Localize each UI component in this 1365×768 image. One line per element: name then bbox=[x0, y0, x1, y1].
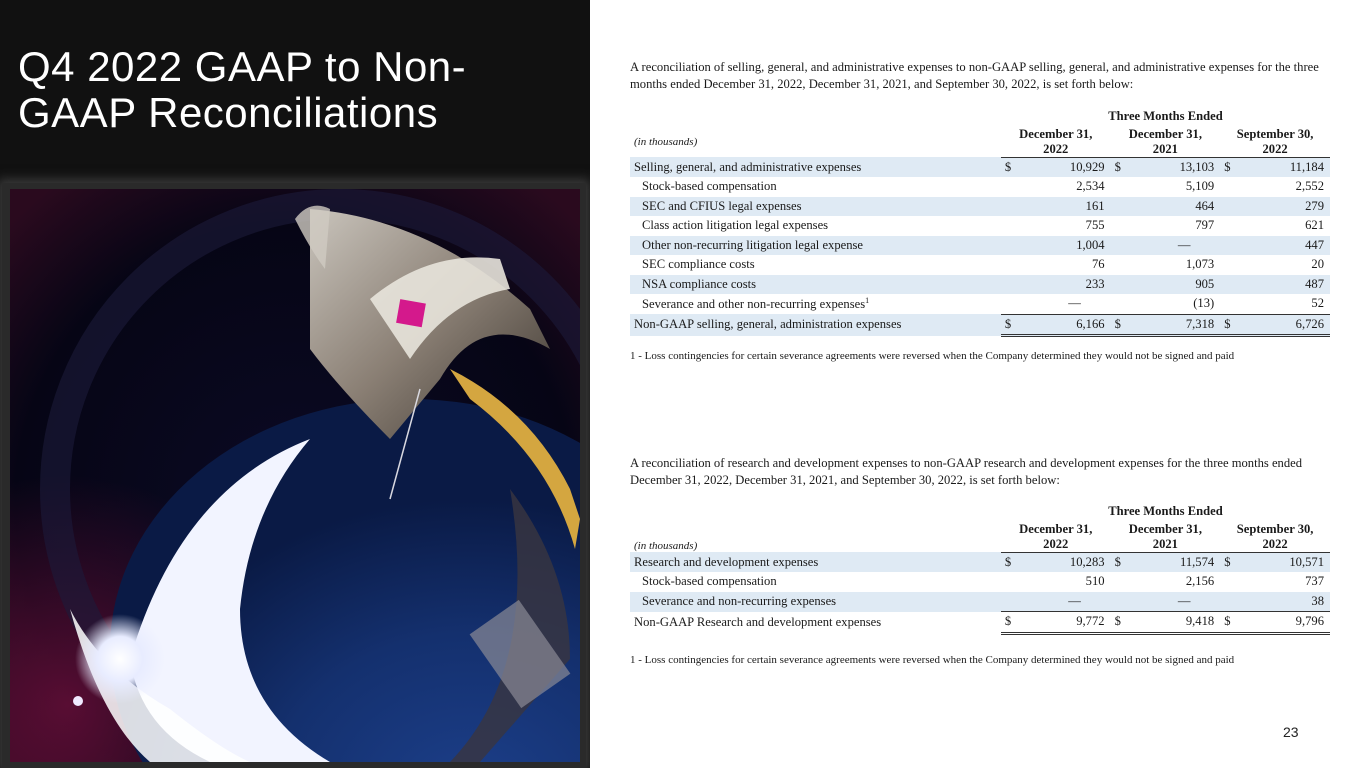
satellite-earth-photo bbox=[10, 189, 580, 762]
table-row: Severance and other non-recurring expenses$^1$ — (13) 52 bbox=[642, 295, 1324, 312]
rnd-col-header: December 31, 2021 bbox=[1111, 522, 1221, 553]
rnd-table bbox=[630, 502, 1330, 635]
table-row: Selling, general, and administrative expenses $ 10,929 $ 13,103 $ 11,184 bbox=[630, 157, 1330, 177]
left-panel bbox=[0, 0, 590, 768]
photo-frame bbox=[2, 183, 586, 768]
rnd-group-header: Three Months Ended bbox=[1108, 504, 1223, 519]
sga-units-label: (in thousands) bbox=[634, 135, 698, 148]
table-row: Class action litigation legal expenses 755 797 621 bbox=[642, 218, 1324, 233]
table-row: Stock-based compensation 2,534 5,109 2,552 bbox=[642, 179, 1324, 194]
slide-title: Q4 2022 GAAP to Non-GAAP Reconciliations bbox=[18, 43, 467, 136]
table-row: Non-GAAP selling, general, administration expenses $ 6,166 $ 7,318 $ 6,726 bbox=[630, 314, 1330, 336]
sga-group-header: Three Months Ended bbox=[1108, 109, 1223, 124]
table-row: Research and development expenses $ 10,283 $ 11,574 $ 10,571 bbox=[630, 552, 1330, 572]
table-row: NSA compliance costs 233 905 487 bbox=[630, 275, 1330, 295]
sga-col-header: December 31, 2021 bbox=[1111, 127, 1221, 158]
right-panel bbox=[590, 0, 1365, 768]
sga-table bbox=[630, 107, 1330, 337]
table-row: SEC compliance costs 76 1,073 20 bbox=[642, 257, 1324, 272]
table-row: SEC and CFIUS legal expenses 161 464 279 bbox=[630, 197, 1330, 217]
sga-col-header: December 31, 2022 bbox=[1001, 127, 1111, 158]
sga-footnote: 1 - Loss contingencies for certain severance agreements were reversed when the Company determined they would not be signed and paid bbox=[630, 350, 1235, 362]
table-row: Severance and non-recurring expenses — — 38 bbox=[630, 592, 1330, 612]
rnd-intro: A reconciliation of research and development expenses to non-GAAP research and development expenses for the three months ended December 31, 2022, December 31, 2021, and September 30, 2022, is set forth below: bbox=[630, 456, 1303, 487]
table-row: Stock-based compensation 510 2,156 737 bbox=[642, 574, 1324, 589]
page-number: 23 bbox=[1283, 724, 1299, 740]
rnd-col-header: December 31, 2022 bbox=[1001, 522, 1111, 553]
sga-intro: A reconciliation of selling, general, and administrative expenses to non-GAAP selling, general, and administrative expenses for the three months ended December 31, 2022, December 31, 2021, and September 30, 2022, is set forth below: bbox=[630, 60, 1319, 91]
rnd-units-label: (in thousands) bbox=[634, 540, 698, 552]
table-row: Non-GAAP Research and development expenses $ 9,772 $ 9,418 $ 9,796 bbox=[630, 612, 1330, 634]
rnd-col-header: September 30, 2022 bbox=[1220, 522, 1330, 553]
sga-col-header: September 30, 2022 bbox=[1220, 127, 1330, 158]
rnd-footnote: 1 - Loss contingencies for certain severance agreements were reversed when the Company determined they would not be signed and paid bbox=[630, 654, 1235, 666]
table-row: Other non-recurring litigation legal expense 1,004 — 447 bbox=[630, 236, 1330, 256]
satellite-earth-image bbox=[10, 189, 580, 762]
